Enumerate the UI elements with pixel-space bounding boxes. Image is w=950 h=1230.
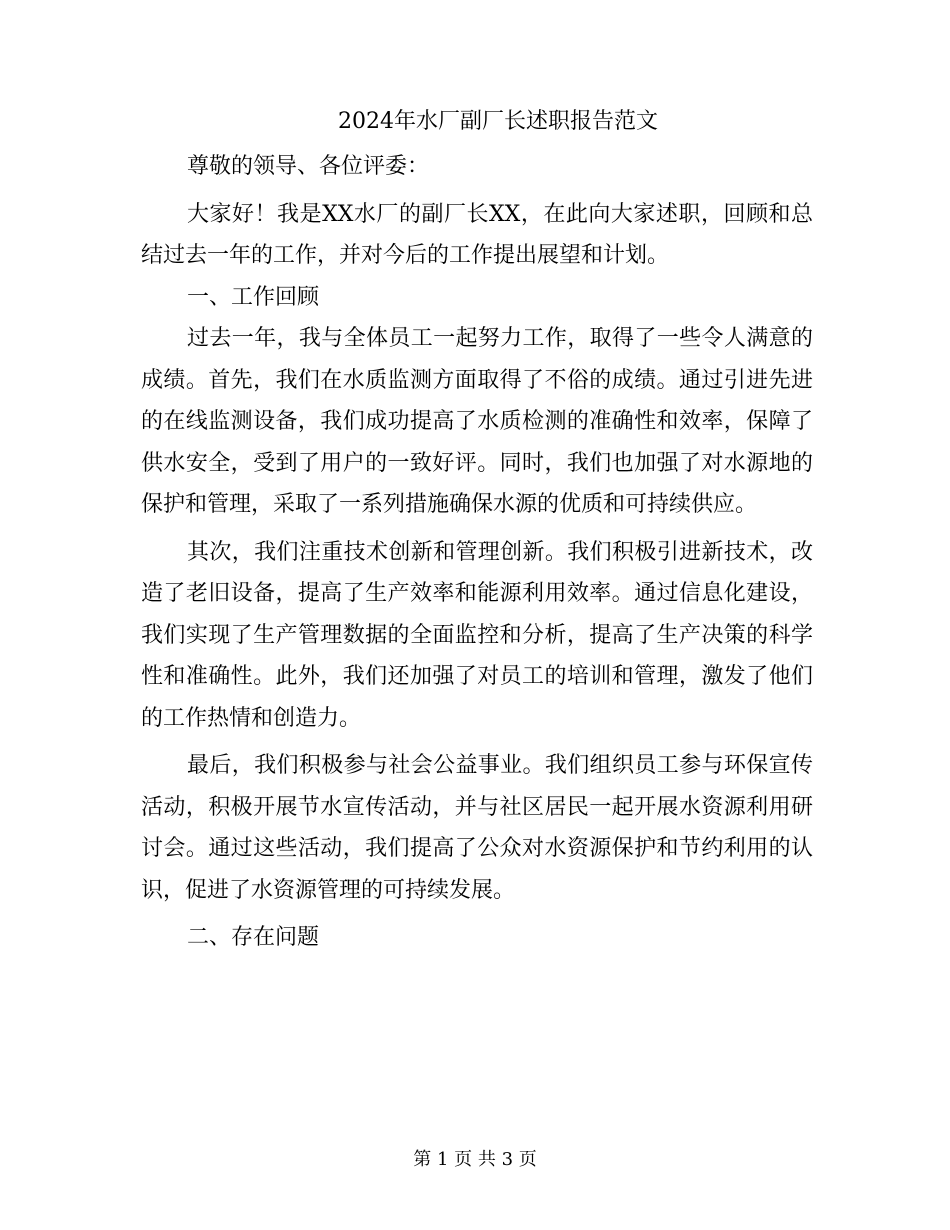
paragraph-intro: 大家好！我是XX水厂的副厂长XX，在此向大家述职，回顾和总结过去一年的工作，并对今后的工作提出展望和计划。 (141, 201, 813, 268)
document-title: 2024年水厂副厂长述职报告范文 (338, 109, 658, 134)
paragraph-innovation: 其次，我们注重技术创新和管理创新。我们积极引进新技术，改造了老旧设备，提高了生产效率和能源利用效率。通过信息化建设，我们实现了生产管理数据的全面监控和分析，提高了生产决策的科学性和准确性。此外，我们还加强了对员工的培训和管理，激发了他们的工作热情和创造力。 (141, 539, 813, 731)
section-heading-problems: 二、存在问题 (187, 925, 320, 950)
page-footer: 第 1 页 共 3 页 (413, 1149, 537, 1170)
paragraph-water-quality: 过去一年，我与全体员工一起努力工作，取得了一些令人满意的成绩。首先，我们在水质监测方面取得了不俗的成绩。通过引进先进的在线监测设备，我们成功提高了水质检测的准确性和效率，保障了供水安全，受到了用户的一致好评。同时，我们也加强了对水源地的保护和管理，采取了一系列措施确保水源的优质和可持续供应。 (141, 326, 813, 517)
paragraph-public-welfare: 最后，我们积极参与社会公益事业。我们组织员工参与环保宣传活动，积极开展节水宣传活动，并与社区居民一起开展水资源利用研讨会。通过这些活动，我们提高了公众对水资源保护和节约利用的认识，促进了水资源管理的可持续发展。 (141, 753, 813, 903)
section-heading-work-review: 一、工作回顾 (187, 284, 320, 310)
document-body (141, 146, 813, 959)
greeting: 尊敬的领导、各位评委： (187, 154, 430, 179)
